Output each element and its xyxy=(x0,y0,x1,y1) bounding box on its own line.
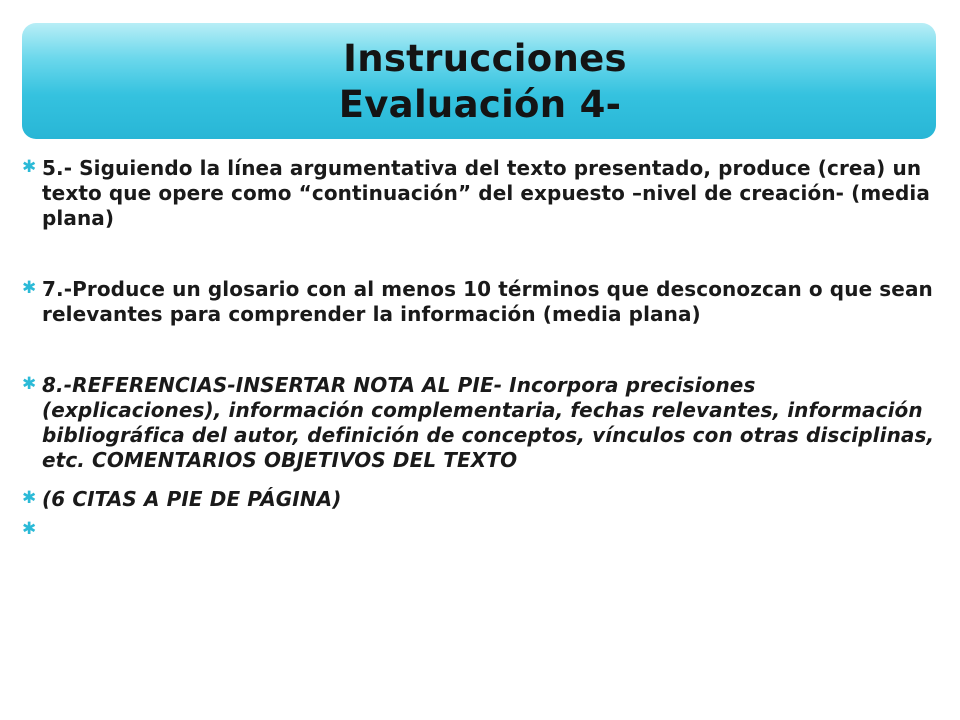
bullet-star-icon: ✱ xyxy=(22,519,37,539)
list-item xyxy=(20,373,940,473)
list-item xyxy=(20,156,940,231)
title-line-1: Instrucciones xyxy=(343,37,627,80)
item-text: 7.-Produce un glosario con al menos 10 términos que desconozcan o que sean relevantes para comprender la información (media plana) xyxy=(42,277,933,326)
item-text: 5.- Siguiendo la línea argumentativa del texto presentado, produce (crea) un texto que opere como “continuación” del expuesto –nivel de creación- (media plana) xyxy=(42,156,930,230)
bullet-star-icon: ✱ xyxy=(22,157,37,177)
title-line-2: Evaluación 4- xyxy=(338,83,622,126)
item-text: 8.-REFERENCIAS-INSERTAR NOTA AL PIE- Incorpora precisiones (explicaciones), información complementaria, fechas relevantes, información bibliográfica del autor, definición de conceptos, vínculos con otras disciplinas, etc. COMENTARIOS OBJETIVOS DEL TEXTO xyxy=(42,373,935,472)
bullet-star-icon: ✱ xyxy=(22,488,37,508)
list-item xyxy=(20,487,940,512)
item-text: (6 CITAS A PIE DE PÁGINA) xyxy=(42,487,342,511)
list-item xyxy=(20,518,940,538)
slide-title xyxy=(0,36,960,128)
list-item xyxy=(20,277,940,327)
bullet-star-icon: ✱ xyxy=(22,278,37,298)
bullet-star-icon: ✱ xyxy=(22,374,37,394)
bullet-list xyxy=(20,156,940,538)
